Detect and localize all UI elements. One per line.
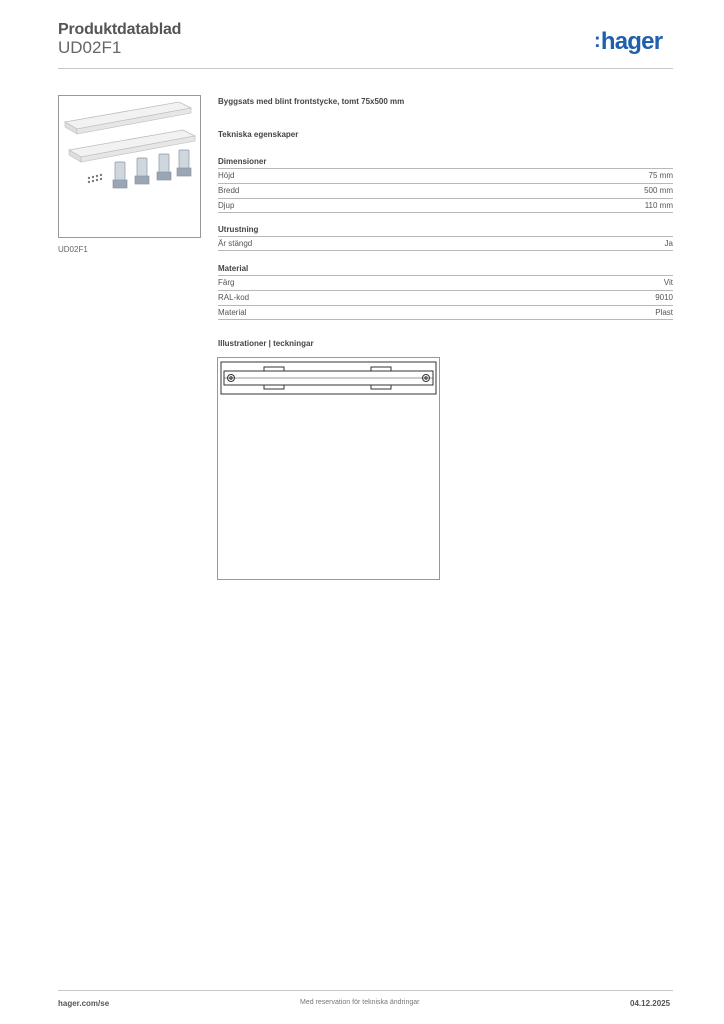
spec-value: Vit xyxy=(663,278,673,287)
technical-drawing xyxy=(217,357,440,580)
illustrations-heading: Illustrationer | teckningar xyxy=(218,339,314,348)
spec-row xyxy=(218,305,673,320)
header-divider xyxy=(58,68,673,69)
spec-label: Färg xyxy=(218,278,235,287)
spec-value: 9010 xyxy=(655,293,673,302)
image-caption: UD02F1 xyxy=(58,245,88,254)
section-title-dimensions: Dimensioner xyxy=(218,157,267,166)
hager-logo xyxy=(594,28,662,56)
spec-value: 75 mm xyxy=(648,171,673,180)
spec-row xyxy=(218,183,673,198)
footer-disclaimer: Med reservation för tekniska ändringar xyxy=(300,999,420,1006)
spec-label: Är stängd xyxy=(218,239,253,248)
footer-divider xyxy=(58,990,673,991)
spec-label: Material xyxy=(218,308,247,317)
tech-properties-heading: Tekniska egenskaper xyxy=(218,130,299,139)
spec-label: Höjd xyxy=(218,171,235,180)
spec-value: 110 mm xyxy=(644,201,673,210)
page-title: Produktdatablad xyxy=(58,21,182,38)
logo-mark-icon: : xyxy=(594,30,600,52)
spec-row xyxy=(218,290,673,305)
product-description: Byggsats med blint frontstycke, tomt 75x500 mm xyxy=(218,97,405,106)
spec-label: RAL-kod xyxy=(218,293,250,302)
spec-label: Bredd xyxy=(218,186,240,195)
spec-value: Ja xyxy=(664,239,673,248)
spec-value: 500 mm xyxy=(644,186,673,195)
footer-date: 04.12.2025 xyxy=(630,999,671,1008)
spec-label: Djup xyxy=(218,201,235,210)
section-title-material: Material xyxy=(218,264,249,273)
product-image xyxy=(58,95,201,238)
spec-value: Plast xyxy=(655,308,673,317)
front-panel-drawing-icon xyxy=(218,358,439,579)
logo-text: hager xyxy=(600,28,663,55)
section-title-equipment: Utrustning xyxy=(218,225,259,234)
spec-row xyxy=(218,168,673,183)
spec-row xyxy=(218,198,673,213)
footer-website-link[interactable]: hager.com/se xyxy=(58,999,110,1008)
product-code: UD02F1 xyxy=(58,38,122,57)
spec-row xyxy=(218,236,673,251)
product-photo-icon xyxy=(59,96,200,237)
spec-row xyxy=(218,275,673,290)
